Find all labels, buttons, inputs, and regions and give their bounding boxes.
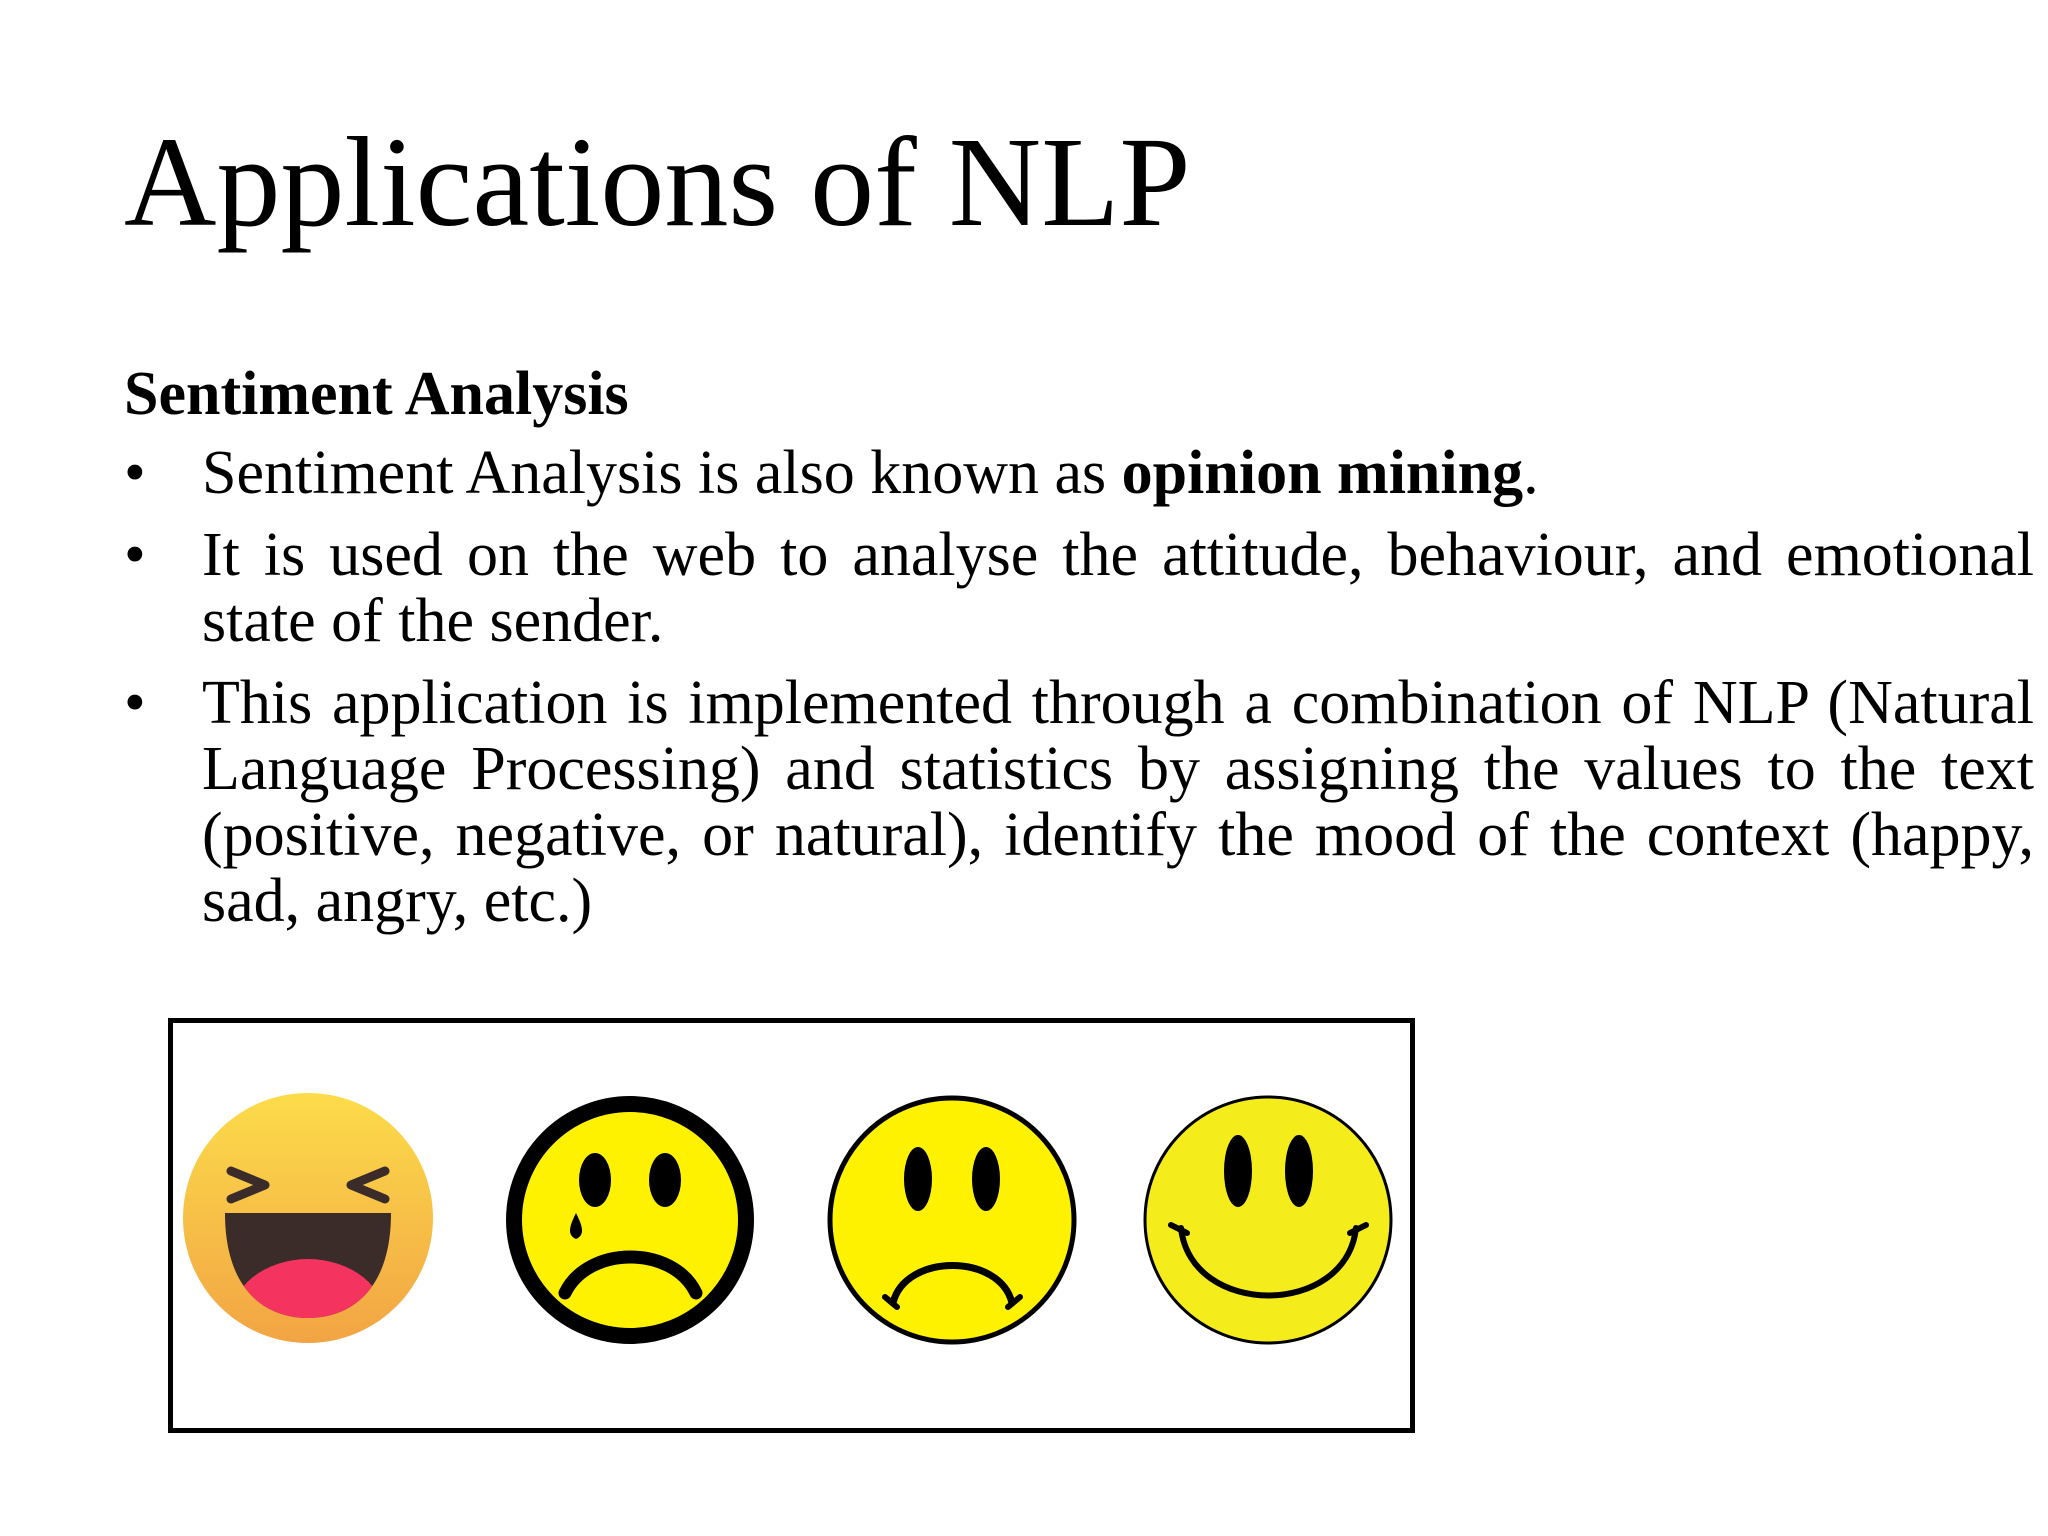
bullet-text-suffix: . bbox=[1523, 439, 1539, 507]
crying-face-head bbox=[514, 1104, 746, 1336]
smiley-face-icon bbox=[1141, 1093, 1396, 1348]
smiley-face-right-eye bbox=[1285, 1135, 1313, 1207]
bullet-marker: • bbox=[124, 439, 146, 507]
crying-face-left-eye bbox=[579, 1153, 611, 1207]
section-heading: Sentiment Analysis bbox=[124, 360, 629, 428]
bullet-text-emphasis: opinion mining bbox=[1121, 439, 1524, 507]
bullet-text: It is used on the web to analyse the attitude, behaviour, and emotional state of the sender. bbox=[202, 521, 2034, 655]
sad-face-icon bbox=[825, 1093, 1080, 1348]
emoji-panel bbox=[168, 1018, 1415, 1433]
sad-face-left-eye bbox=[904, 1147, 932, 1211]
sad-face-head bbox=[830, 1098, 1074, 1342]
smiley-face-head bbox=[1145, 1097, 1391, 1343]
slide-title: Applications of NLP bbox=[124, 111, 1191, 253]
smiley-face-left-eye bbox=[1224, 1135, 1252, 1207]
sad-face-right-eye bbox=[972, 1147, 1000, 1211]
bullet-marker: • bbox=[124, 521, 146, 589]
bullet-marker: • bbox=[124, 669, 146, 737]
bullet-item bbox=[124, 670, 2034, 934]
laughing-face-icon bbox=[183, 1093, 433, 1343]
crying-face-icon bbox=[503, 1093, 758, 1348]
bullet-text: This application is implemented through a combination of NLP (Natural Language Processing) and statistics by assigning the values to the text (positive, negative, or natural), identify the mood of the context (happy, sad, angry, etc.) bbox=[202, 669, 2034, 935]
bullet-list bbox=[124, 440, 2034, 950]
bullet-item bbox=[124, 522, 2034, 654]
bullet-text-prefix: Sentiment Analysis is also known as bbox=[202, 439, 1122, 507]
crying-face-right-eye bbox=[649, 1153, 681, 1207]
bullet-item bbox=[124, 440, 2034, 506]
bullet-text bbox=[202, 439, 1539, 507]
